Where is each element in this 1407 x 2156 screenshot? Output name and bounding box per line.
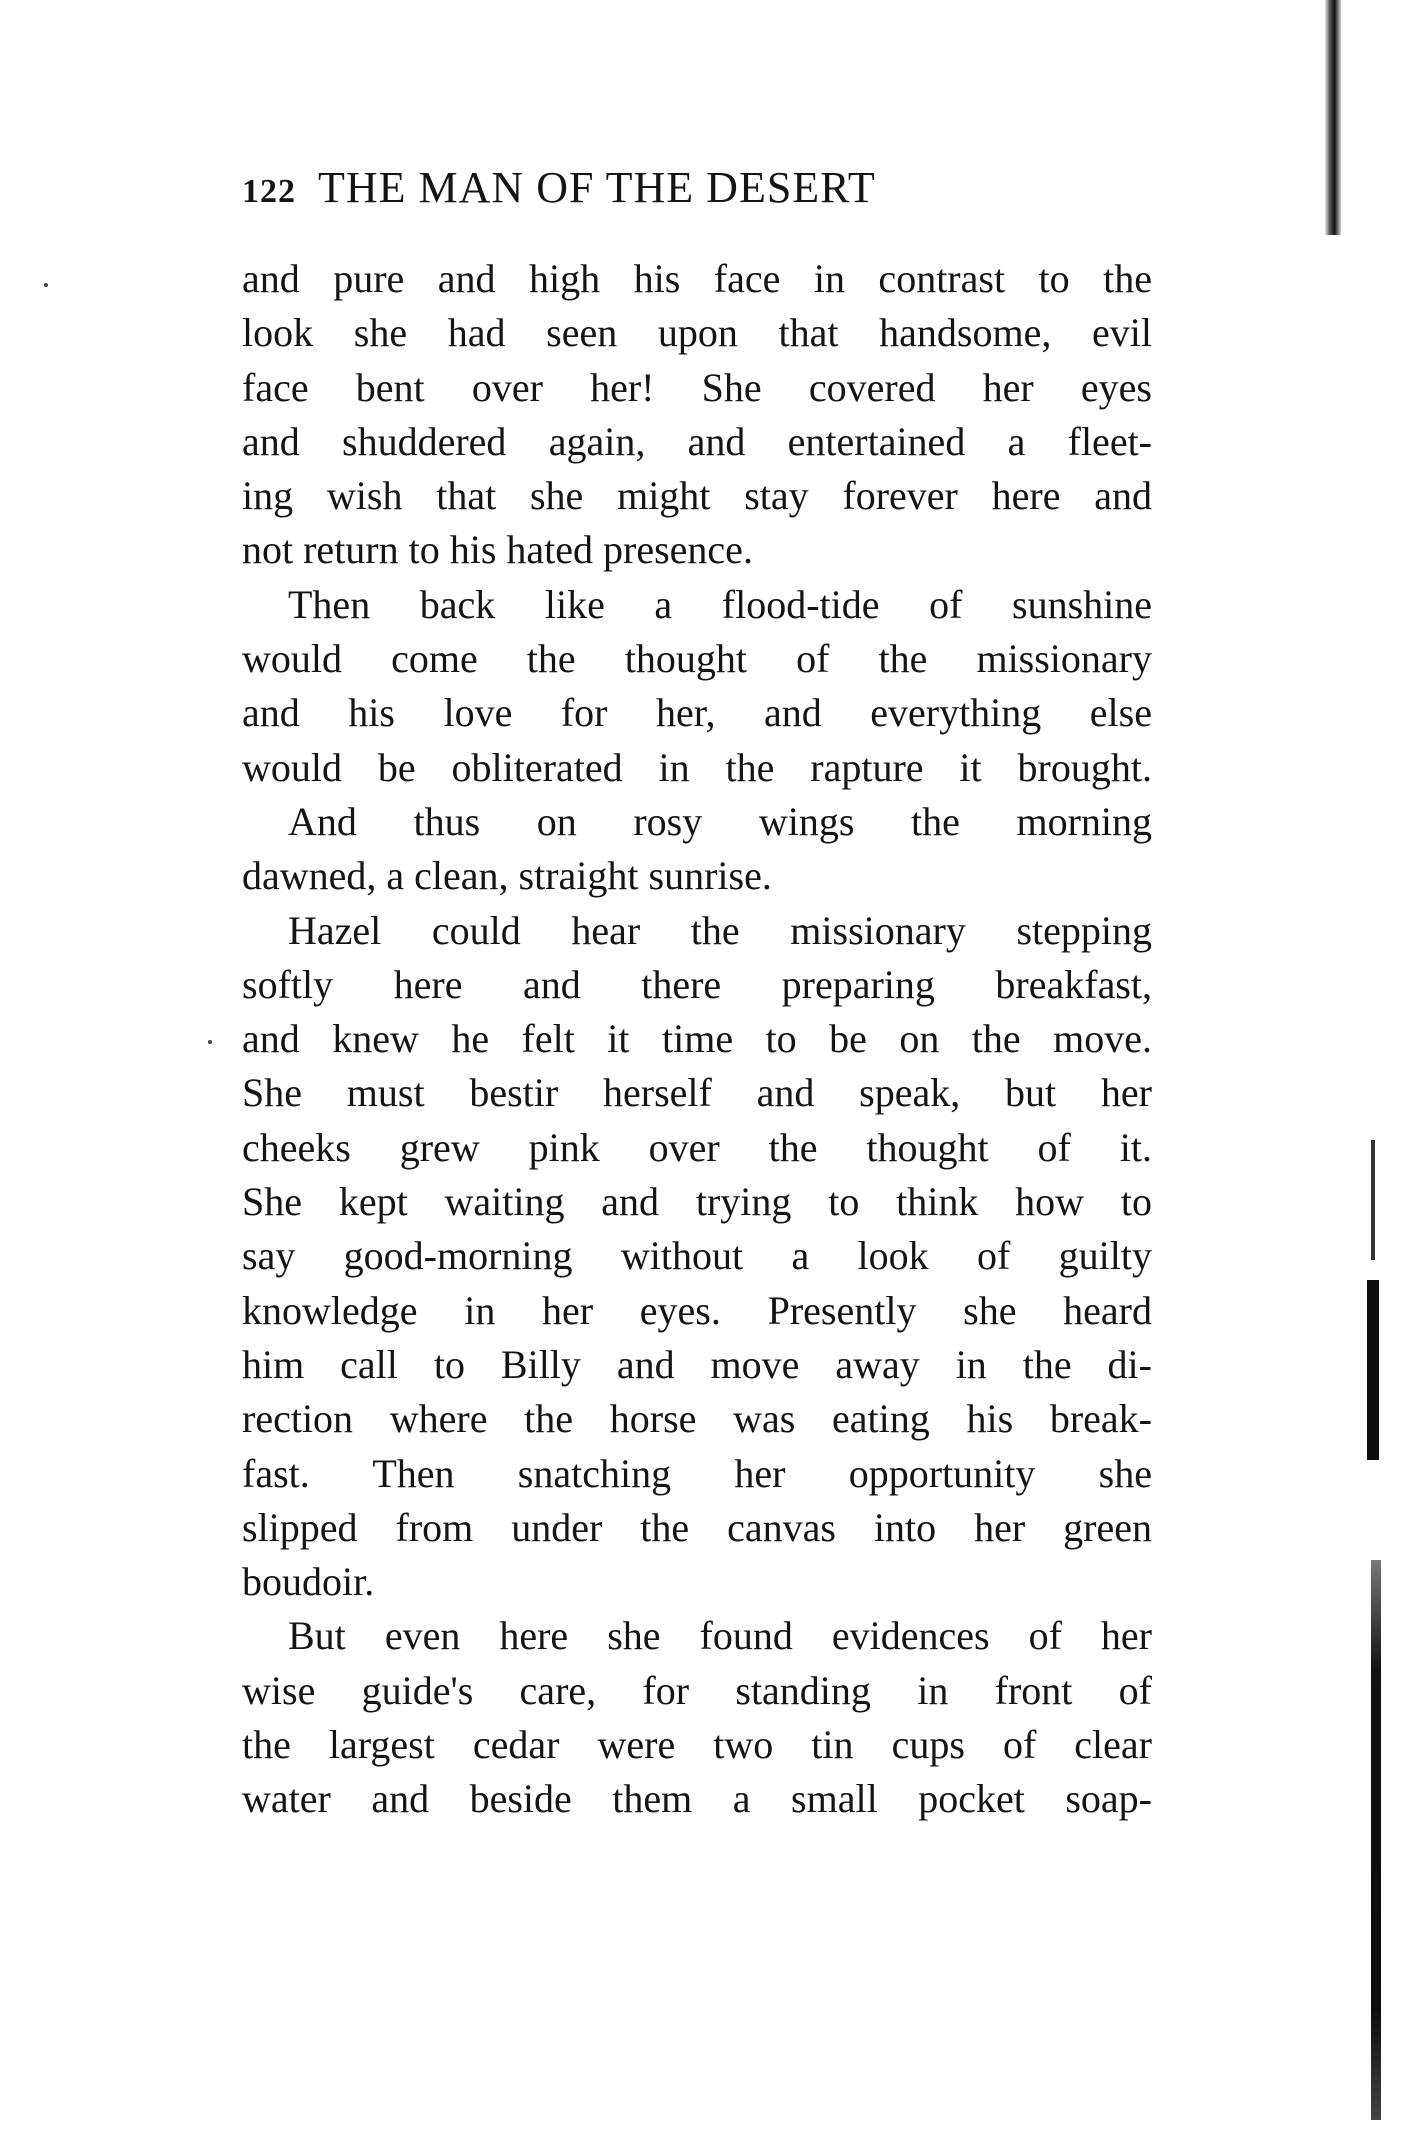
text-line: rection where the horse was eating his break- xyxy=(242,1396,1152,1442)
text-line: ing wish that she might stay forever here and xyxy=(242,473,1152,519)
text-line: knowledge in her eyes. Presently she heard xyxy=(242,1287,1152,1333)
text-line: But even here she found evidences of her xyxy=(288,1613,1152,1659)
text-line: water and beside them a small pocket soap- xyxy=(242,1776,1152,1822)
paragraph xyxy=(242,578,1152,795)
paragraph xyxy=(242,252,1152,578)
scan-edge-mark xyxy=(1367,1280,1379,1460)
text-line: She kept waiting and trying to think how to xyxy=(242,1179,1152,1225)
text-line: Hazel could hear the missionary stepping xyxy=(288,907,1152,953)
body-text xyxy=(242,252,1152,1827)
page-number: 122 xyxy=(242,173,296,210)
text-line: She must bestir herself and speak, but her xyxy=(242,1070,1152,1116)
text-line: and his love for her, and everything else xyxy=(242,690,1152,736)
running-header xyxy=(242,158,1142,218)
text-line: And thus on rosy wings the morning xyxy=(288,798,1152,844)
scan-speck xyxy=(44,283,48,287)
scan-edge-mark xyxy=(1371,1140,1375,1260)
scan-edge-mark xyxy=(1371,1560,1381,2120)
text-line: would be obliterated in the rapture it brought. xyxy=(242,744,1152,790)
text-line: wise guide's care, for standing in front of xyxy=(242,1667,1152,1713)
paragraph xyxy=(242,795,1152,904)
scan-speck xyxy=(208,1040,212,1044)
text-line: would come the thought of the missionary xyxy=(242,636,1152,682)
scan-edge-mark xyxy=(1325,0,1341,235)
text-line: him call to Billy and move away in the di- xyxy=(242,1341,1152,1387)
text-line: not return to his hated presence. xyxy=(242,527,753,573)
text-line: look she had seen upon that handsome, evil xyxy=(242,310,1152,356)
text-line: softly here and there preparing breakfast, xyxy=(242,961,1152,1007)
running-title: THE MAN OF THE DESERT xyxy=(318,163,876,212)
text-line: fast. Then snatching her opportunity she xyxy=(242,1450,1152,1496)
text-line: and knew he felt it time to be on the move. xyxy=(242,1016,1152,1062)
text-line: boudoir. xyxy=(242,1559,375,1605)
text-line: slipped from under the canvas into her green xyxy=(242,1504,1152,1550)
text-line: the largest cedar were two tin cups of clear xyxy=(242,1722,1152,1768)
paragraph xyxy=(242,1609,1152,1826)
text-line: cheeks grew pink over the thought of it. xyxy=(242,1124,1152,1170)
text-line: say good-morning without a look of guilty xyxy=(242,1233,1152,1279)
text-line: face bent over her! She covered her eyes xyxy=(242,364,1152,410)
text-line: dawned, a clean, straight sunrise. xyxy=(242,853,772,899)
paragraph xyxy=(242,904,1152,1610)
text-line: and pure and high his face in contrast to the xyxy=(242,256,1152,301)
text-line: Then back like a flood-tide of sunshine xyxy=(288,581,1152,627)
text-line: and shuddered again, and entertained a fleet- xyxy=(242,418,1152,464)
